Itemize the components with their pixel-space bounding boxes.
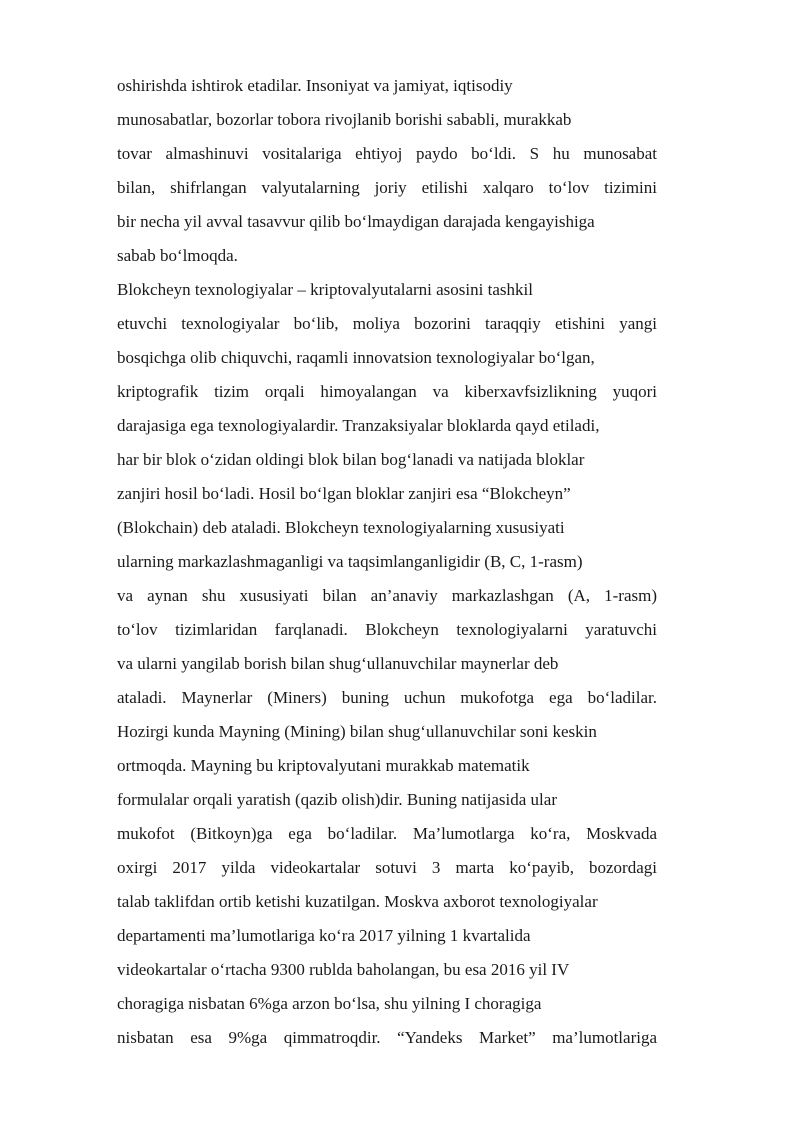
text-line: departamenti ma’lumotlariga ko‘ra 2017 yilning 1 kvartalida [117, 926, 531, 945]
text-line: formulalar orqali yaratish (qazib olish)dir. Buning natijasida ular [117, 790, 557, 809]
text-line: to‘lov tizimlaridan farqlanadi. Blokcheyn texnologiyalarni yaratuvchi [117, 620, 657, 639]
text-line: sabab bo‘lmoqda. [117, 246, 238, 265]
text-line: ortmoqda. Mayning bu kriptovalyutani murakkab matematik [117, 756, 530, 775]
text-line: va ularni yangilab borish bilan shug‘ullanuvchilar maynerlar deb [117, 654, 559, 673]
text-line: oxirgi 2017 yilda videokartalar sotuvi 3 marta ko‘payib, bozordagi [117, 858, 657, 877]
text-line: (Blokchain) deb ataladi. Blokcheyn texnologiyalarning xususiyati [117, 518, 565, 537]
text-line: Blokcheyn texnologiyalar – kriptovalyutalarni asosini tashkil [117, 280, 533, 299]
text-line: choragiga nisbatan 6%ga arzon bo‘lsa, shu yilning I choragiga [117, 994, 542, 1013]
text-line: mukofot (Bitkoyn)ga ega bo‘ladilar. Ma’lumotlarga ko‘ra, Moskvada [117, 824, 657, 843]
text-line: Hozirgi kunda Mayning (Mining) bilan shug‘ullanuvchilar soni keskin [117, 722, 597, 741]
text-line: har bir blok o‘zidan oldingi blok bilan bog‘lanadi va natijada bloklar [117, 450, 585, 469]
text-line: videokartalar o‘rtacha 9300 rublda baholangan, bu esa 2016 yil IV [117, 960, 570, 979]
text-line: oshirishda ishtirok etadilar. Insoniyat va jamiyat, iqtisodiy [117, 76, 513, 95]
text-line: bir necha yil avval tasavvur qilib bo‘lmaydigan darajada kengayishiga [117, 212, 595, 231]
text-line: kriptografik tizim orqali himoyalangan va kiberxavfsizlikning yuqori [117, 382, 657, 401]
text-line: bilan, shifrlangan valyutalarning joriy etilishi xalqaro to‘lov tizimini [117, 178, 657, 197]
text-line: va aynan shu xususiyati bilan an’anaviy markazlashgan (A, 1-rasm) [117, 586, 657, 605]
text-line: nisbatan esa 9%ga qimmatroqdir. “Yandeks Market” ma’lumotlariga [117, 1028, 657, 1047]
body-text [117, 69, 657, 1055]
text-line: etuvchi texnologiyalar bo‘lib, moliya bozorini taraqqiy etishini yangi [117, 314, 657, 333]
text-line: talab taklifdan ortib ketishi kuzatilgan. Moskva axborot texnologiyalar [117, 892, 598, 911]
text-line: bosqichga olib chiquvchi, raqamli innovatsion texnologiyalar bo‘lgan, [117, 348, 595, 367]
text-line: ularning markazlashmaganligi va taqsimlanganligidir (B, C, 1-rasm) [117, 552, 583, 571]
text-line: zanjiri hosil bo‘ladi. Hosil bo‘lgan bloklar zanjiri esa “Blokcheyn” [117, 484, 571, 503]
text-line: munosabatlar, bozorlar tobora rivojlanib borishi sababli, murakkab [117, 110, 572, 129]
text-line: darajasiga ega texnologiyalardir. Tranzaksiyalar bloklarda qayd etiladi, [117, 416, 600, 435]
text-line: tovar almashinuvi vositalariga ehtiyoj paydo bo‘ldi. S hu munosabat [117, 144, 657, 163]
text-line: ataladi. Maynerlar (Miners) buning uchun mukofotga ega bo‘ladilar. [117, 688, 657, 707]
